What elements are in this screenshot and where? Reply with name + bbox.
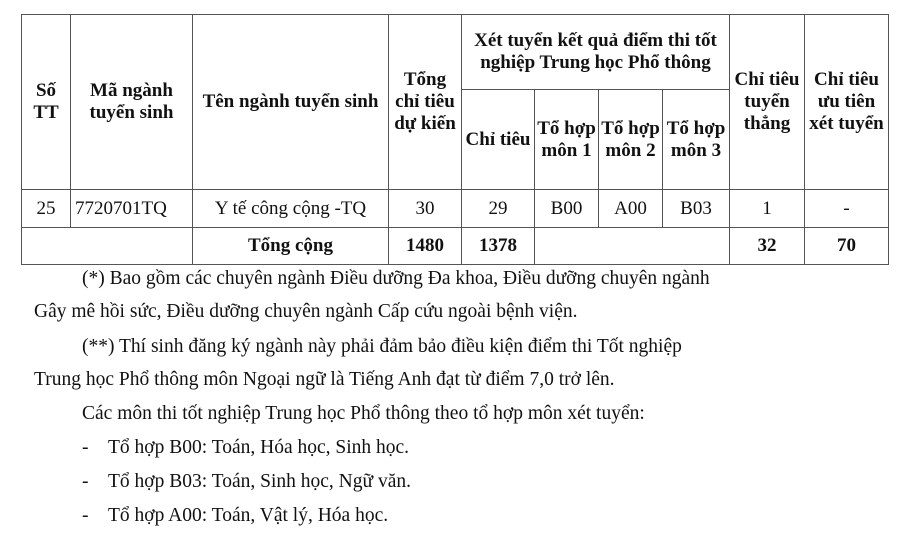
combo-text: Tổ hợp B03: Toán, Sinh học, Ngữ văn. (108, 471, 411, 492)
note-1-line-1: (*) Bao gồm các chuyên ngành Điều dưỡng Đa khoa, Điều dưỡng chuyên ngành (82, 268, 710, 289)
header-chi-tieu-tuyen-thang: Chỉ tiêu tuyển thẳng (730, 15, 805, 190)
combo-item-a00 (82, 505, 388, 527)
total-chi-tieu: 1378 (462, 228, 535, 265)
cell-ma-nganh: 7720701TQ (71, 190, 193, 228)
header-tong-chi-tieu: Tổng chỉ tiêu dự kiến (389, 15, 462, 190)
header-row-1 (22, 15, 889, 90)
cell-to-hop-3: B03 (663, 190, 730, 228)
total-label: Tổng cộng (193, 228, 389, 265)
cell-chi-tieu: 29 (462, 190, 535, 228)
header-to-hop-3: Tổ hợp môn 3 (663, 90, 730, 190)
bullet-dash: - (82, 471, 89, 492)
cell-to-hop-1: B00 (535, 190, 599, 228)
combo-item-b03 (82, 471, 411, 493)
total-tuyen-thang: 32 (730, 228, 805, 265)
note-2-line-2: Trung học Phổ thông môn Ngoại ngữ là Tiếng Anh đạt từ điểm 7,0 trở lên. (34, 369, 615, 390)
cell-ten-nganh: Y tế công cộng -TQ (193, 190, 389, 228)
header-ten-nganh: Tên ngành tuyển sinh (193, 15, 389, 190)
bullet-dash: - (82, 437, 89, 458)
cell-tuyen-thang: 1 (730, 190, 805, 228)
total-tong-chi-tieu: 1480 (389, 228, 462, 265)
header-xet-tuyen-group: Xét tuyển kết quả điểm thi tốt nghiệp Trung học Phổ thông (462, 15, 730, 90)
table-row (22, 190, 889, 228)
admission-quota-table (21, 14, 889, 265)
header-chi-tieu-uu-tien: Chỉ tiêu ưu tiên xét tuyển (805, 15, 889, 190)
header-ma-nganh: Mã ngành tuyển sinh (71, 15, 193, 190)
note-1-line-2: Gây mê hồi sức, Điều dưỡng chuyên ngành Cấp cứu ngoài bệnh viện. (34, 301, 578, 322)
header-to-hop-2: Tổ hợp môn 2 (599, 90, 663, 190)
cell-tong-chi-tieu: 30 (389, 190, 462, 228)
cell-to-hop-2: A00 (599, 190, 663, 228)
total-uu-tien: 70 (805, 228, 889, 265)
bullet-dash: - (82, 505, 89, 526)
cell-uu-tien: - (805, 190, 889, 228)
combo-item-b00 (82, 437, 409, 459)
combo-intro: Các môn thi tốt nghiệp Trung học Phổ thông theo tổ hợp môn xét tuyển: (82, 403, 645, 424)
header-to-hop-1: Tổ hợp môn 1 (535, 90, 599, 190)
total-empty-cell (22, 228, 193, 265)
total-row (22, 228, 889, 265)
header-stt: Số TT (22, 15, 71, 190)
total-to-hop-empty (535, 228, 730, 265)
header-chi-tieu: Chỉ tiêu (462, 90, 535, 190)
combo-text: Tổ hợp A00: Toán, Vật lý, Hóa học. (108, 505, 389, 526)
cell-stt: 25 (22, 190, 71, 228)
note-2-line-1: (**) Thí sinh đăng ký ngành này phải đảm bảo điều kiện điểm thi Tốt nghiệp (82, 336, 682, 357)
combo-text: Tổ hợp B00: Toán, Hóa học, Sinh học. (108, 437, 410, 458)
